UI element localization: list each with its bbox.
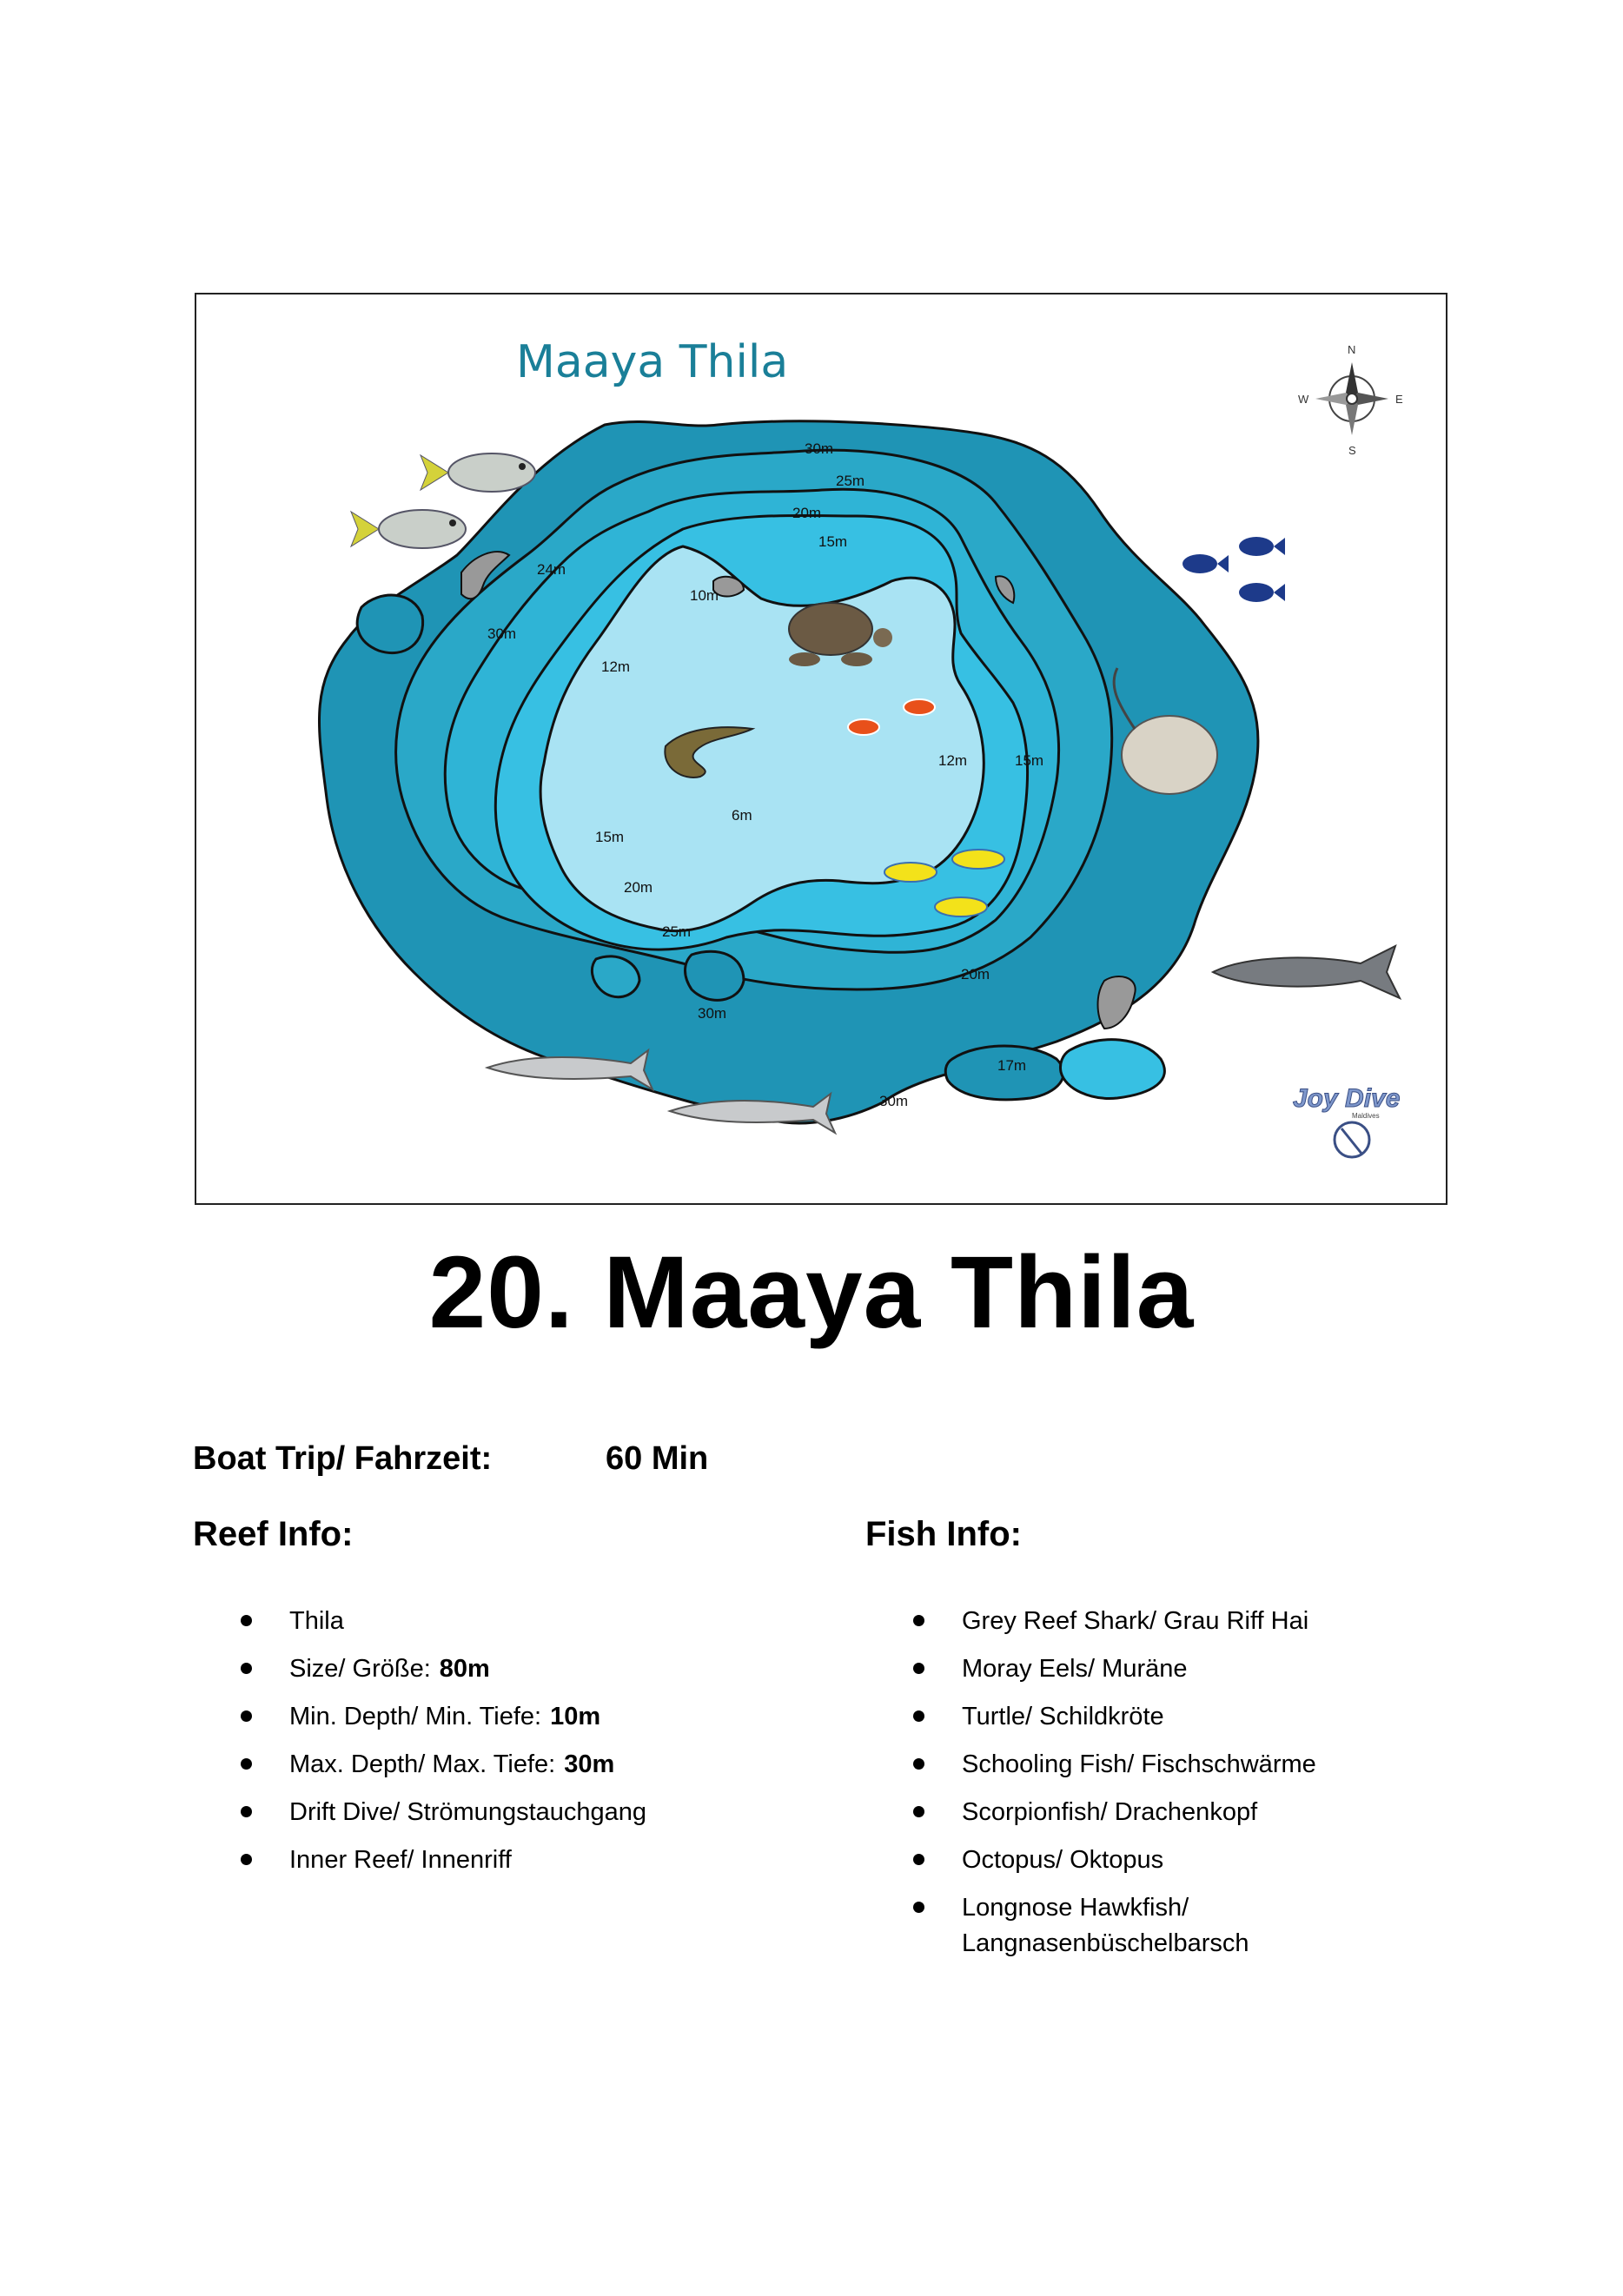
reef-info-list: [289, 1604, 776, 1890]
bullet-icon: [913, 1758, 924, 1770]
boat-trip-label: Boat Trip/ Fahrzeit:: [193, 1440, 493, 1477]
compass-west: W: [1298, 393, 1309, 406]
depth-label: 20m: [792, 505, 822, 521]
reef-item-value: 30m: [564, 1750, 615, 1778]
reef-islet: [357, 595, 422, 653]
reef-islet: [1060, 1040, 1164, 1099]
reef-islet: [686, 951, 745, 1000]
list-item: [962, 1795, 1500, 1830]
list-item: [962, 1699, 1500, 1735]
fish-item-text: Longnose Hawkfish/ Langnasenbüschelbarsch: [962, 1894, 1249, 1957]
depth-label: 15m: [1015, 752, 1044, 769]
bullet-icon: [913, 1663, 924, 1674]
bullet-icon: [241, 1615, 252, 1626]
fish-item-text: Scorpionfish/ Drachenkopf: [962, 1798, 1258, 1826]
list-item: [962, 1651, 1500, 1687]
bullet-icon: [913, 1710, 924, 1722]
compass-north: N: [1348, 343, 1356, 356]
reef-item-text: Min. Depth/ Min. Tiefe:: [289, 1703, 542, 1730]
fish-item-text: Moray Eels/ Muräne: [962, 1655, 1188, 1683]
depth-label: 15m: [818, 533, 848, 550]
bullet-icon: [913, 1615, 924, 1626]
map-title: Maaya Thila: [516, 336, 789, 388]
depth-label: 30m: [487, 625, 517, 642]
reef-item-value: 10m: [550, 1703, 601, 1730]
depth-label: 6m: [732, 807, 752, 824]
depth-label: 15m: [595, 829, 625, 845]
fish-info-heading: Fish Info:: [865, 1515, 1022, 1553]
bullet-icon: [241, 1758, 252, 1770]
list-item: [289, 1651, 776, 1687]
bullet-icon: [241, 1710, 252, 1722]
reef-item-text: Max. Depth/ Max. Tiefe:: [289, 1750, 556, 1778]
list-item: [289, 1843, 776, 1878]
grey-shark-icon: [1213, 946, 1400, 998]
depth-label: 24m: [537, 561, 566, 578]
boat-trip-value: 60 Min: [606, 1440, 709, 1477]
depth-label: 25m: [662, 923, 692, 940]
depth-label: 25m: [836, 473, 865, 489]
list-item: [289, 1604, 776, 1639]
list-item: [289, 1795, 776, 1830]
logo-text: Joy Dive: [1293, 1084, 1401, 1113]
list-item: [962, 1843, 1500, 1878]
depth-label: 12m: [601, 658, 631, 675]
list-item: [289, 1699, 776, 1735]
bullet-icon: [913, 1854, 924, 1865]
bullet-icon: [913, 1902, 924, 1913]
bullet-icon: [241, 1663, 252, 1674]
depth-label: 30m: [698, 1005, 727, 1022]
dive-site-map: [195, 293, 1447, 1205]
jack-fish-icon: [421, 453, 535, 492]
reef-info-heading: Reef Info:: [193, 1515, 354, 1553]
joy-dive-logo: [1293, 1084, 1400, 1157]
depth-label: 30m: [879, 1093, 909, 1109]
reef-map-graphic: [196, 294, 1447, 1205]
blue-fish-school-icon: [1182, 537, 1285, 602]
reef-item-text: Inner Reef/ Innenriff: [289, 1846, 512, 1874]
depth-label: 10m: [690, 587, 719, 604]
fish-item-text: Schooling Fish/ Fischschwärme: [962, 1750, 1316, 1778]
reef-item-text: Size/ Größe:: [289, 1655, 431, 1683]
depth-label: 20m: [624, 879, 653, 896]
fish-item-text: Turtle/ Schildkröte: [962, 1703, 1164, 1730]
list-item: [962, 1890, 1275, 1962]
reef-item-text: Thila: [289, 1607, 344, 1635]
compass-east: E: [1395, 393, 1403, 406]
bullet-icon: [241, 1854, 252, 1865]
depth-label: 17m: [997, 1057, 1027, 1074]
list-item: [962, 1604, 1500, 1639]
list-item: [962, 1747, 1500, 1783]
page-title: 20. Maaya Thila: [428, 1235, 1195, 1350]
fish-item-text: Grey Reef Shark/ Grau Riff Hai: [962, 1607, 1309, 1635]
depth-label: 30m: [805, 440, 834, 457]
list-item: [289, 1747, 776, 1783]
jack-fish-icon: [351, 510, 466, 548]
compass-rose-icon: [1298, 343, 1403, 457]
compass-south: S: [1348, 444, 1356, 457]
bullet-icon: [913, 1806, 924, 1817]
fish-item-text: Octopus/ Oktopus: [962, 1846, 1164, 1874]
bullet-icon: [241, 1806, 252, 1817]
rock-outcrop: [1098, 976, 1136, 1029]
depth-label: 20m: [961, 966, 990, 983]
reef-item-text: Drift Dive/ Strömungstauchgang: [289, 1798, 647, 1826]
fish-info-list: [962, 1604, 1500, 1974]
reef-item-value: 80m: [439, 1655, 490, 1683]
depth-label: 12m: [938, 752, 968, 769]
logo-subtext: Maldives: [1352, 1112, 1380, 1120]
